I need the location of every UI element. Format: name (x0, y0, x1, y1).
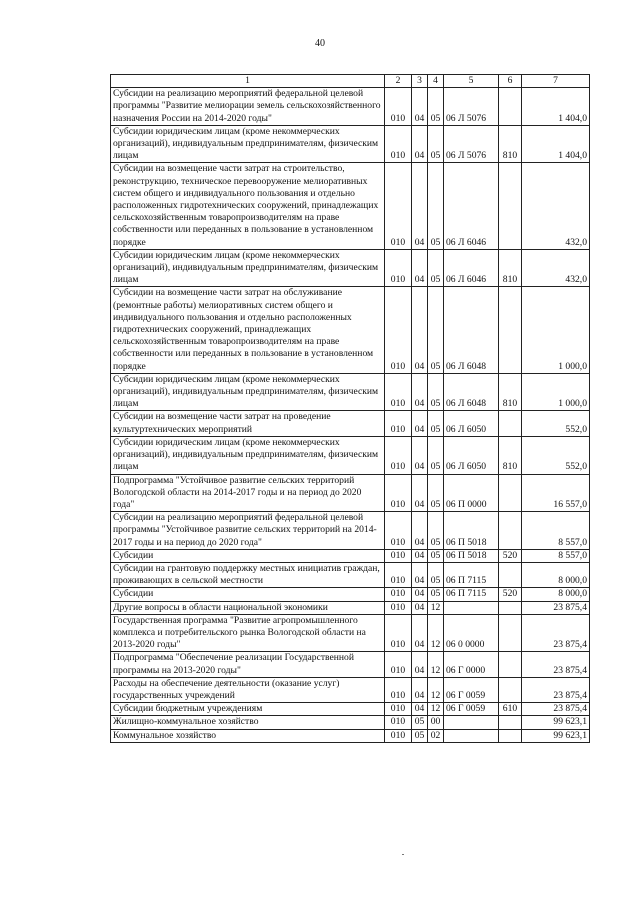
target-article-code (444, 601, 499, 614)
subsection-code: 05 (428, 163, 444, 249)
section-code: 04 (412, 249, 428, 287)
amount-value: 1 404,0 (522, 88, 590, 126)
amount-value: 23 875,4 (522, 703, 590, 716)
subsection-code: 05 (428, 562, 444, 587)
row-description: Коммунальное хозяйство (111, 729, 385, 742)
target-article-code: 06 Л 5076 (444, 125, 499, 163)
expense-type-code: 520 (499, 549, 522, 562)
subsection-code: 00 (428, 716, 444, 729)
subsection-code: 05 (428, 436, 444, 474)
expense-type-code (499, 411, 522, 436)
column-header: 1 (111, 75, 385, 88)
expense-type-code: 810 (499, 373, 522, 411)
subsection-code: 05 (428, 549, 444, 562)
ministry-code: 010 (385, 88, 412, 126)
row-description: Другие вопросы в области национальной экономики (111, 601, 385, 614)
target-article-code: 06 Л 5076 (444, 88, 499, 126)
section-code: 04 (412, 373, 428, 411)
ministry-code: 010 (385, 677, 412, 702)
amount-value: 8 557,0 (522, 512, 590, 550)
table-row (111, 163, 590, 249)
subsection-code: 12 (428, 703, 444, 716)
section-code: 05 (412, 729, 428, 742)
amount-value: 99 623,1 (522, 729, 590, 742)
subsection-code: 12 (428, 652, 444, 677)
ministry-code: 010 (385, 588, 412, 601)
amount-value: 1 000,0 (522, 287, 590, 373)
amount-value: 1 404,0 (522, 125, 590, 163)
ministry-code: 010 (385, 614, 412, 652)
table-row (111, 703, 590, 716)
row-description: Подпрограмма "Устойчивое развитие сельских территорий Вологодской области на 2014-2017 годы и на период до 2020 года" (111, 474, 385, 512)
section-code: 04 (412, 287, 428, 373)
amount-value: 99 623,1 (522, 716, 590, 729)
column-header: 2 (385, 75, 412, 88)
section-code: 04 (412, 436, 428, 474)
target-article-code (444, 729, 499, 742)
table-row (111, 88, 590, 126)
table-row (111, 549, 590, 562)
expense-type-code (499, 287, 522, 373)
amount-value: 23 875,4 (522, 677, 590, 702)
ministry-code: 010 (385, 652, 412, 677)
section-code: 04 (412, 562, 428, 587)
row-description: Субсидии (111, 588, 385, 601)
expense-type-code (499, 677, 522, 702)
row-description: Субсидии на реализацию мероприятий федеральной целевой программы "Развитие мелиорации земель сельскохозяйственного назначения России на 2014-2020 годы" (111, 88, 385, 126)
subsection-code: 05 (428, 88, 444, 126)
row-description: Субсидии на возмещение части затрат на строительство, реконструкцию, техническое перевооружение мелиоративных систем общего и индивидуального пользования и отдельно расположенных гидротехнических сооружений, принадлежащих сельскохозяйственным товаропроизводителям на праве собственности или переданных в пользование в установленном порядке (111, 163, 385, 249)
expense-type-code: 520 (499, 588, 522, 601)
target-article-code (444, 716, 499, 729)
section-code: 04 (412, 703, 428, 716)
ministry-code: 010 (385, 125, 412, 163)
section-code: 04 (412, 677, 428, 702)
table-row (111, 249, 590, 287)
expense-type-code: 810 (499, 249, 522, 287)
target-article-code: 06 Л 6050 (444, 411, 499, 436)
ministry-code: 010 (385, 549, 412, 562)
section-code: 04 (412, 549, 428, 562)
ministry-code: 010 (385, 703, 412, 716)
target-article-code: 06 Г 0059 (444, 703, 499, 716)
section-code: 04 (412, 163, 428, 249)
ministry-code: 010 (385, 716, 412, 729)
column-header: 5 (444, 75, 499, 88)
subsection-code: 12 (428, 677, 444, 702)
subsection-code: 05 (428, 125, 444, 163)
ministry-code: 010 (385, 287, 412, 373)
section-code: 04 (412, 601, 428, 614)
row-description: Субсидии на возмещение части затрат на обслуживание (ремонтные работы) мелиоративных систем общего и индивидуального пользования и отдельно расположенных гидротехнических сооружений, принадлежащих сельскохозяйственным товаропроизводителям на праве собственности или переданных в пользование в установленном порядке (111, 287, 385, 373)
expense-type-code (499, 716, 522, 729)
target-article-code: 06 Л 6048 (444, 287, 499, 373)
section-code: 04 (412, 474, 428, 512)
row-description: Субсидии юридическим лицам (кроме некоммерческих организаций), индивидуальным предпринимателям, физическим лицам (111, 125, 385, 163)
table-row (111, 729, 590, 742)
amount-value: 8 000,0 (522, 562, 590, 587)
target-article-code: 06 Л 6046 (444, 249, 499, 287)
ministry-code: 010 (385, 729, 412, 742)
page-number: 40 (315, 38, 325, 49)
ministry-code: 010 (385, 163, 412, 249)
target-article-code: 06 Л 6046 (444, 163, 499, 249)
expense-type-code (499, 474, 522, 512)
target-article-code: 06 П 5018 (444, 549, 499, 562)
ministry-code: 010 (385, 512, 412, 550)
table-row (111, 474, 590, 512)
subsection-code: 05 (428, 474, 444, 512)
amount-value: 16 557,0 (522, 474, 590, 512)
ministry-code: 010 (385, 474, 412, 512)
section-code: 05 (412, 716, 428, 729)
table-row (111, 614, 590, 652)
target-article-code: 06 П 5018 (444, 512, 499, 550)
row-description: Субсидии (111, 549, 385, 562)
section-code: 04 (412, 652, 428, 677)
expense-type-code: 810 (499, 436, 522, 474)
table-row (111, 601, 590, 614)
amount-value: 552,0 (522, 411, 590, 436)
expense-type-code (499, 562, 522, 587)
subsection-code: 12 (428, 614, 444, 652)
section-code: 04 (412, 125, 428, 163)
amount-value: 552,0 (522, 436, 590, 474)
amount-value: 23 875,4 (522, 601, 590, 614)
budget-table (110, 74, 590, 743)
expense-type-code: 810 (499, 125, 522, 163)
subsection-code: 05 (428, 411, 444, 436)
table-row (111, 512, 590, 550)
target-article-code: 06 0 0000 (444, 614, 499, 652)
table-row (111, 652, 590, 677)
row-description: Государственная программа "Развитие агропромышленного комплекса и потребительского рынка Вологодской области на 2013-2020 годы" (111, 614, 385, 652)
expense-type-code: 610 (499, 703, 522, 716)
ministry-code: 010 (385, 436, 412, 474)
target-article-code: 06 П 0000 (444, 474, 499, 512)
ministry-code: 010 (385, 601, 412, 614)
header-row (111, 75, 590, 88)
target-article-code: 06 Л 6048 (444, 373, 499, 411)
section-code: 04 (412, 88, 428, 126)
amount-value: 8 557,0 (522, 549, 590, 562)
section-code: 04 (412, 588, 428, 601)
table-row (111, 373, 590, 411)
table-row (111, 125, 590, 163)
ministry-code: 010 (385, 373, 412, 411)
subsection-code: 05 (428, 373, 444, 411)
amount-value: 432,0 (522, 249, 590, 287)
target-article-code: 06 П 7115 (444, 562, 499, 587)
subsection-code: 02 (428, 729, 444, 742)
expense-type-code (499, 729, 522, 742)
ministry-code: 010 (385, 411, 412, 436)
table-row (111, 436, 590, 474)
subsection-code: 05 (428, 287, 444, 373)
row-description: Расходы на обеспечение деятельности (оказание услуг) государственных учреждений (111, 677, 385, 702)
table-row (111, 411, 590, 436)
table-row (111, 588, 590, 601)
target-article-code: 06 Г 0059 (444, 677, 499, 702)
subsection-code: 12 (428, 601, 444, 614)
expense-type-code (499, 652, 522, 677)
table-row (111, 287, 590, 373)
column-header: 3 (412, 75, 428, 88)
expense-type-code (499, 512, 522, 550)
section-code: 04 (412, 614, 428, 652)
subsection-code: 05 (428, 588, 444, 601)
amount-value: 1 000,0 (522, 373, 590, 411)
ministry-code: 010 (385, 249, 412, 287)
amount-value: 23 875,4 (522, 614, 590, 652)
section-code: 04 (412, 411, 428, 436)
expense-type-code (499, 601, 522, 614)
column-header: 4 (428, 75, 444, 88)
expense-type-code (499, 163, 522, 249)
row-description: Субсидии бюджетным учреждениям (111, 703, 385, 716)
row-description: Субсидии на реализацию мероприятий федеральной целевой программы "Устойчивое развитие сельских территорий на 2014-2017 годы и на период до 2020 года" (111, 512, 385, 550)
row-description: Субсидии на возмещение части затрат на проведение культуртехнических мероприятий (111, 411, 385, 436)
subsection-code: 05 (428, 249, 444, 287)
expense-type-code (499, 88, 522, 126)
row-description: Жилищно-коммунальное хозяйство (111, 716, 385, 729)
scan-speck (402, 854, 404, 855)
target-article-code: 06 П 7115 (444, 588, 499, 601)
target-article-code: 06 Л 6050 (444, 436, 499, 474)
table-row (111, 716, 590, 729)
row-description: Субсидии юридическим лицам (кроме некоммерческих организаций), индивидуальным предпринимателям, физическим лицам (111, 249, 385, 287)
row-description: Субсидии юридическим лицам (кроме некоммерческих организаций), индивидуальным предпринимателям, физическим лицам (111, 436, 385, 474)
ministry-code: 010 (385, 562, 412, 587)
amount-value: 432,0 (522, 163, 590, 249)
row-description: Субсидии на грантовую поддержку местных инициатив граждан, проживающих в сельской местности (111, 562, 385, 587)
subsection-code: 05 (428, 512, 444, 550)
row-description: Субсидии юридическим лицам (кроме некоммерческих организаций), индивидуальным предпринимателям, физическим лицам (111, 373, 385, 411)
column-header: 7 (522, 75, 590, 88)
row-description: Подпрограмма "Обеспечение реализации Государственной программы на 2013-2020 годы" (111, 652, 385, 677)
target-article-code: 06 Г 0000 (444, 652, 499, 677)
section-code: 04 (412, 512, 428, 550)
amount-value: 23 875,4 (522, 652, 590, 677)
column-header: 6 (499, 75, 522, 88)
expense-type-code (499, 614, 522, 652)
amount-value: 8 000,0 (522, 588, 590, 601)
table-row (111, 562, 590, 587)
table-row (111, 677, 590, 702)
